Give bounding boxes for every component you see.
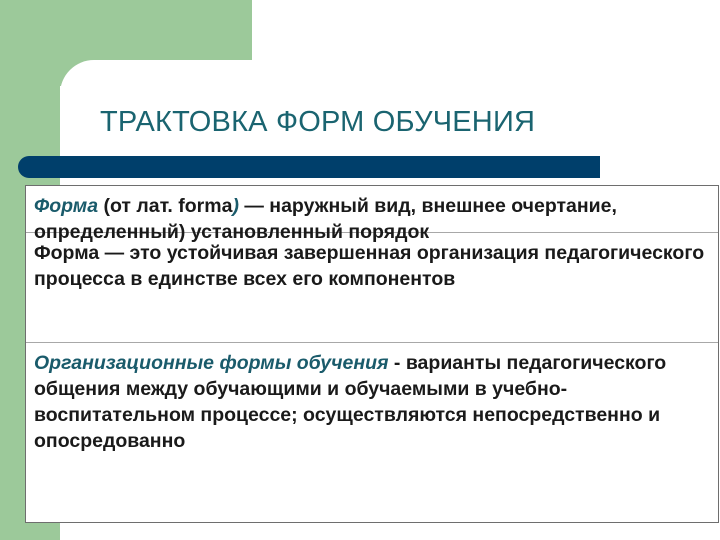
- definition-row-form-etymology: [26, 186, 718, 243]
- definition-text-end: — наружный вид, внешнее очертание, определенный) установленный порядок: [34, 195, 617, 243]
- definition-text: - варианты педагогического общения между обучающими и обучаемыми в учебно-воспитательном процессе; осуществляются непосредственно и опосредованно: [34, 352, 667, 452]
- definition-row-form-organization: [26, 233, 718, 343]
- definition-row-learning-forms: [26, 343, 718, 522]
- definition-text: Форма — это устойчивая завершенная организация педагогического процесса в единстве всех его компонентов: [34, 242, 705, 290]
- title-underline-bar: [18, 156, 600, 178]
- definition-bracket: ): [232, 195, 239, 217]
- slide-title: ТРАКТОВКА ФОРМ ОБУЧЕНИЯ: [100, 106, 536, 138]
- definitions-table: [25, 185, 719, 523]
- definition-term: Форма: [34, 195, 99, 217]
- definition-term: Организационные формы обучения: [34, 352, 389, 374]
- definition-text-start: (от лат. forma: [98, 195, 233, 217]
